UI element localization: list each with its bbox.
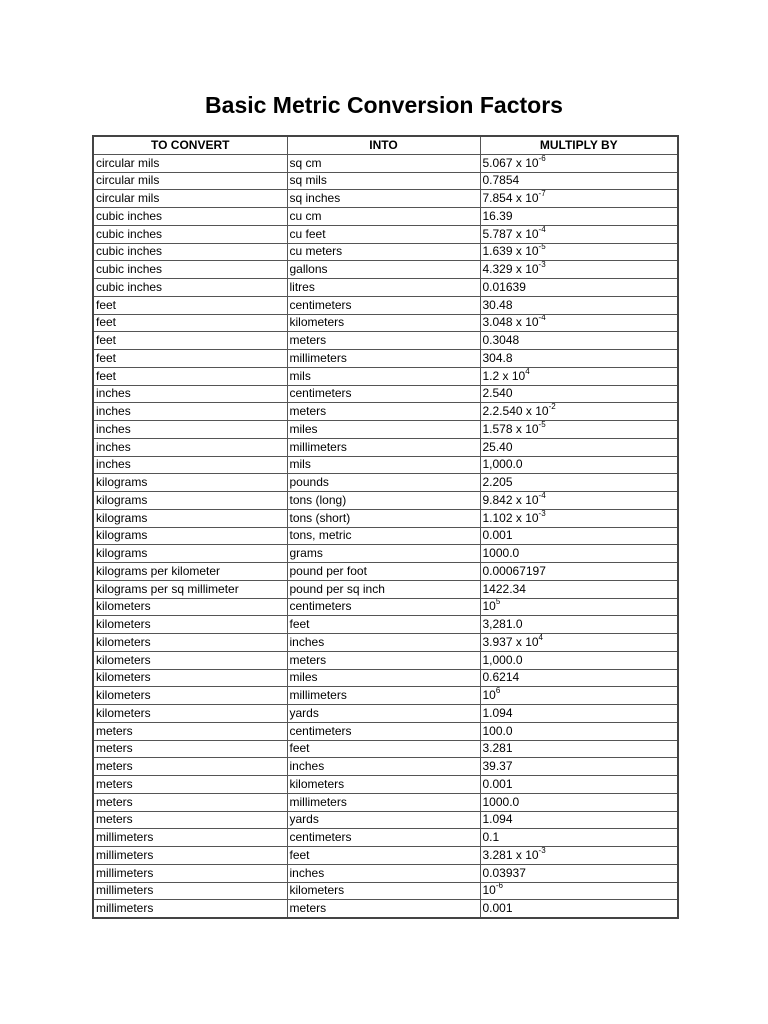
cell-multiply-by — [480, 793, 678, 811]
cell-to-convert: kilograms — [93, 527, 287, 545]
cell-multiply-by — [480, 208, 678, 226]
factor-value: 16.39 — [482, 208, 513, 223]
cell-into: tons (long) — [287, 492, 480, 510]
cell-multiply-by — [480, 350, 678, 368]
factor-value: 0.6214 — [482, 670, 520, 685]
table-row — [93, 864, 678, 882]
table-row — [93, 385, 678, 403]
cell-to-convert: meters — [93, 758, 287, 776]
cell-multiply-by — [480, 740, 678, 758]
cell-to-convert: kilograms — [93, 509, 287, 527]
cell-into: litres — [287, 279, 480, 297]
cell-to-convert: millimeters — [93, 882, 287, 900]
factor-value: 0.001 — [482, 901, 513, 916]
cell-multiply-by — [480, 634, 678, 652]
cell-to-convert: inches — [93, 385, 287, 403]
cell-into: millimeters — [287, 350, 480, 368]
cell-into: gallons — [287, 261, 480, 279]
cell-multiply-by — [480, 829, 678, 847]
cell-multiply-by — [480, 172, 678, 190]
page-title: Basic Metric Conversion Factors — [205, 92, 563, 118]
cell-to-convert: circular mils — [93, 190, 287, 208]
cell-multiply-by — [480, 527, 678, 545]
table-row — [93, 651, 678, 669]
table-row — [93, 421, 678, 439]
factor-value: 0.001 — [482, 776, 513, 791]
factor-value: 4.329 x 10 — [482, 262, 539, 277]
factor-exponent: 4 — [538, 633, 543, 642]
cell-to-convert: cubic inches — [93, 261, 287, 279]
cell-to-convert: kilograms — [93, 545, 287, 563]
cell-to-convert: cubic inches — [93, 279, 287, 297]
cell-into: miles — [287, 421, 480, 439]
cell-to-convert: kilometers — [93, 634, 287, 652]
cell-multiply-by — [480, 403, 678, 421]
cell-multiply-by — [480, 563, 678, 581]
cell-multiply-by — [480, 385, 678, 403]
factor-value: 30.48 — [482, 297, 513, 312]
table-row — [93, 456, 678, 474]
factor-value: 1,000.0 — [482, 652, 523, 667]
table-row — [93, 190, 678, 208]
factor-exponent: -4 — [538, 225, 546, 234]
cell-to-convert: circular mils — [93, 154, 287, 172]
table-row — [93, 847, 678, 865]
table-row — [93, 225, 678, 243]
factor-value: 1,000.0 — [482, 457, 523, 472]
cell-to-convert: feet — [93, 350, 287, 368]
factor-value: 0.01639 — [482, 279, 526, 294]
factor-value: 100.0 — [482, 723, 513, 738]
table-row — [93, 208, 678, 226]
cell-to-convert: kilometers — [93, 598, 287, 616]
cell-multiply-by — [480, 616, 678, 634]
table-row — [93, 776, 678, 794]
cell-into: meters — [287, 332, 480, 350]
table-row — [93, 616, 678, 634]
cell-into: tons (short) — [287, 509, 480, 527]
factor-value: 39.37 — [482, 759, 513, 774]
factor-exponent: -7 — [538, 189, 546, 199]
cell-into: inches — [287, 864, 480, 882]
cell-to-convert: kilograms — [93, 492, 287, 510]
cell-to-convert: millimeters — [93, 864, 287, 882]
table-row — [93, 758, 678, 776]
factor-value: 304.8 — [482, 350, 513, 365]
cell-to-convert: kilometers — [93, 651, 287, 669]
cell-into: pound per sq inch — [287, 580, 480, 598]
header-to-convert: TO CONVERT — [93, 136, 287, 154]
cell-into: feet — [287, 616, 480, 634]
cell-into: cu cm — [287, 208, 480, 226]
cell-multiply-by — [480, 776, 678, 794]
table-row — [93, 740, 678, 758]
table-row — [93, 296, 678, 314]
cell-multiply-by — [480, 705, 678, 723]
factor-value: 10 — [482, 883, 496, 898]
cell-into: meters — [287, 403, 480, 421]
cell-multiply-by — [480, 687, 678, 705]
cell-multiply-by — [480, 722, 678, 740]
factor-value: 0.1 — [482, 830, 500, 845]
table-row — [93, 722, 678, 740]
cell-into: kilometers — [287, 314, 480, 332]
cell-to-convert: meters — [93, 740, 287, 758]
factor-value: 0.7854 — [482, 173, 520, 188]
factor-value: 1422.34 — [482, 581, 526, 596]
factor-value: 3,281.0 — [482, 617, 523, 632]
cell-into: yards — [287, 705, 480, 723]
cell-multiply-by — [480, 669, 678, 687]
table-row — [93, 829, 678, 847]
cell-multiply-by — [480, 492, 678, 510]
factor-value: 1.639 x 10 — [482, 244, 539, 259]
cell-multiply-by — [480, 154, 678, 172]
cell-into: centimeters — [287, 829, 480, 847]
cell-into: millimeters — [287, 438, 480, 456]
table-header-row — [93, 136, 678, 154]
table-row — [93, 367, 678, 385]
factor-exponent: -6 — [538, 154, 546, 163]
cell-into: pounds — [287, 474, 480, 492]
cell-into: sq mils — [287, 172, 480, 190]
table-row — [93, 403, 678, 421]
factor-exponent: -4 — [538, 314, 546, 323]
table-row — [93, 261, 678, 279]
cell-multiply-by — [480, 474, 678, 492]
table-row — [93, 332, 678, 350]
table-row — [93, 634, 678, 652]
cell-multiply-by — [480, 847, 678, 865]
cell-into: millimeters — [287, 793, 480, 811]
factor-value: 1.2 x 10 — [482, 368, 526, 383]
table-row — [93, 509, 678, 527]
cell-multiply-by — [480, 332, 678, 350]
cell-to-convert: millimeters — [93, 847, 287, 865]
cell-into: yards — [287, 811, 480, 829]
cell-into: feet — [287, 740, 480, 758]
cell-to-convert: inches — [93, 421, 287, 439]
cell-multiply-by — [480, 190, 678, 208]
cell-to-convert: kilometers — [93, 705, 287, 723]
cell-to-convert: meters — [93, 811, 287, 829]
cell-into: cu meters — [287, 243, 480, 261]
table-row — [93, 563, 678, 581]
cell-into: miles — [287, 669, 480, 687]
cell-multiply-by — [480, 580, 678, 598]
cell-multiply-by — [480, 438, 678, 456]
cell-into: kilometers — [287, 776, 480, 794]
factor-value: 0.001 — [482, 528, 513, 543]
table-row — [93, 545, 678, 563]
factor-value: 10 — [482, 599, 496, 614]
factor-exponent: 5 — [495, 598, 501, 607]
header-into: INTO — [287, 136, 480, 154]
cell-into: mils — [287, 456, 480, 474]
table-row — [93, 243, 678, 261]
cell-to-convert: feet — [93, 332, 287, 350]
cell-to-convert: meters — [93, 776, 287, 794]
table-row — [93, 598, 678, 616]
table-row — [93, 492, 678, 510]
factor-value: 5.067 x 10 — [482, 155, 539, 170]
cell-into: pound per foot — [287, 563, 480, 581]
factor-exponent: 6 — [495, 686, 501, 696]
cell-into: centimeters — [287, 598, 480, 616]
cell-to-convert: feet — [93, 296, 287, 314]
cell-to-convert: kilograms per sq millimeter — [93, 580, 287, 598]
factor-value: 1.094 — [482, 812, 513, 827]
cell-multiply-by — [480, 545, 678, 563]
table-row — [93, 438, 678, 456]
factor-value: 2.205 — [482, 475, 513, 490]
table-row — [93, 172, 678, 190]
cell-into: centimeters — [287, 296, 480, 314]
cell-multiply-by — [480, 225, 678, 243]
cell-multiply-by — [480, 509, 678, 527]
cell-into: meters — [287, 651, 480, 669]
cell-to-convert: circular mils — [93, 172, 287, 190]
factor-exponent: -5 — [538, 243, 546, 252]
cell-to-convert: cubic inches — [93, 225, 287, 243]
factor-exponent: -3 — [538, 509, 546, 518]
conversion-table — [92, 135, 679, 919]
cell-to-convert: feet — [93, 367, 287, 385]
cell-into: cu feet — [287, 225, 480, 243]
cell-into: centimeters — [287, 722, 480, 740]
cell-multiply-by — [480, 456, 678, 474]
table-body — [93, 154, 678, 918]
cell-multiply-by — [480, 314, 678, 332]
cell-multiply-by — [480, 598, 678, 616]
factor-exponent: -4 — [538, 491, 546, 500]
cell-into: mils — [287, 367, 480, 385]
table-row — [93, 793, 678, 811]
factor-exponent: -2 — [548, 402, 556, 412]
header-multiply-by: MULTIPLY BY — [480, 136, 678, 154]
table-row — [93, 580, 678, 598]
factor-value: 2.540 — [482, 386, 513, 401]
cell-into: sq inches — [287, 190, 480, 208]
cell-to-convert: kilograms — [93, 474, 287, 492]
factor-value: 5.787 x 10 — [482, 226, 539, 241]
factor-value: 2.2.540 x 10 — [482, 404, 549, 419]
factor-exponent: -3 — [538, 260, 546, 270]
table-row — [93, 882, 678, 900]
factor-value: 1000.0 — [482, 546, 520, 561]
table-row — [93, 314, 678, 332]
factor-value: 25.40 — [482, 439, 513, 454]
cell-to-convert: kilometers — [93, 616, 287, 634]
factor-exponent: 4 — [525, 367, 530, 376]
cell-to-convert: meters — [93, 722, 287, 740]
cell-multiply-by — [480, 882, 678, 900]
factor-value: 9.842 x 10 — [482, 492, 539, 507]
cell-to-convert: inches — [93, 403, 287, 421]
cell-to-convert: inches — [93, 456, 287, 474]
table-row — [93, 687, 678, 705]
table-row — [93, 705, 678, 723]
table-row — [93, 350, 678, 368]
cell-into: feet — [287, 847, 480, 865]
factor-value: 1000.0 — [482, 794, 520, 809]
cell-to-convert: kilometers — [93, 687, 287, 705]
factor-exponent: -6 — [495, 882, 503, 891]
factor-value: 3.281 — [482, 741, 513, 756]
cell-to-convert: kilograms per kilometer — [93, 563, 287, 581]
cell-multiply-by — [480, 243, 678, 261]
table-row — [93, 811, 678, 829]
cell-into: grams — [287, 545, 480, 563]
cell-to-convert: feet — [93, 314, 287, 332]
cell-into: sq cm — [287, 154, 480, 172]
cell-to-convert: cubic inches — [93, 208, 287, 226]
cell-multiply-by — [480, 900, 678, 918]
factor-value: 3.937 x 10 — [482, 634, 539, 649]
cell-into: millimeters — [287, 687, 480, 705]
cell-multiply-by — [480, 811, 678, 829]
cell-multiply-by — [480, 651, 678, 669]
cell-into: kilometers — [287, 882, 480, 900]
cell-to-convert: kilometers — [93, 669, 287, 687]
cell-multiply-by — [480, 296, 678, 314]
factor-value: 0.00067197 — [482, 563, 546, 578]
cell-to-convert: meters — [93, 793, 287, 811]
factor-exponent: -3 — [538, 846, 546, 855]
cell-to-convert: inches — [93, 438, 287, 456]
cell-multiply-by — [480, 758, 678, 776]
factor-exponent: -5 — [538, 420, 546, 429]
table-row — [93, 154, 678, 172]
cell-into: inches — [287, 758, 480, 776]
cell-multiply-by — [480, 421, 678, 439]
table-row — [93, 474, 678, 492]
factor-value: 0.3048 — [482, 333, 520, 348]
cell-to-convert: millimeters — [93, 900, 287, 918]
cell-into: centimeters — [287, 385, 480, 403]
factor-value: 1.578 x 10 — [482, 421, 539, 436]
table-row — [93, 900, 678, 918]
cell-multiply-by — [480, 367, 678, 385]
cell-to-convert: cubic inches — [93, 243, 287, 261]
factor-value: 3.048 x 10 — [482, 315, 539, 330]
table-row — [93, 527, 678, 545]
table-row — [93, 279, 678, 297]
factor-value: 0.03937 — [482, 865, 526, 880]
factor-value: 3.281 x 10 — [482, 847, 539, 862]
cell-multiply-by — [480, 261, 678, 279]
factor-value: 10 — [482, 688, 496, 703]
cell-multiply-by — [480, 864, 678, 882]
cell-multiply-by — [480, 279, 678, 297]
cell-to-convert: millimeters — [93, 829, 287, 847]
table-row — [93, 669, 678, 687]
factor-value: 1.094 — [482, 705, 513, 720]
factor-value: 7.854 x 10 — [482, 191, 539, 206]
cell-into: tons, metric — [287, 527, 480, 545]
factor-value: 1.102 x 10 — [482, 510, 539, 525]
cell-into: inches — [287, 634, 480, 652]
cell-into: meters — [287, 900, 480, 918]
